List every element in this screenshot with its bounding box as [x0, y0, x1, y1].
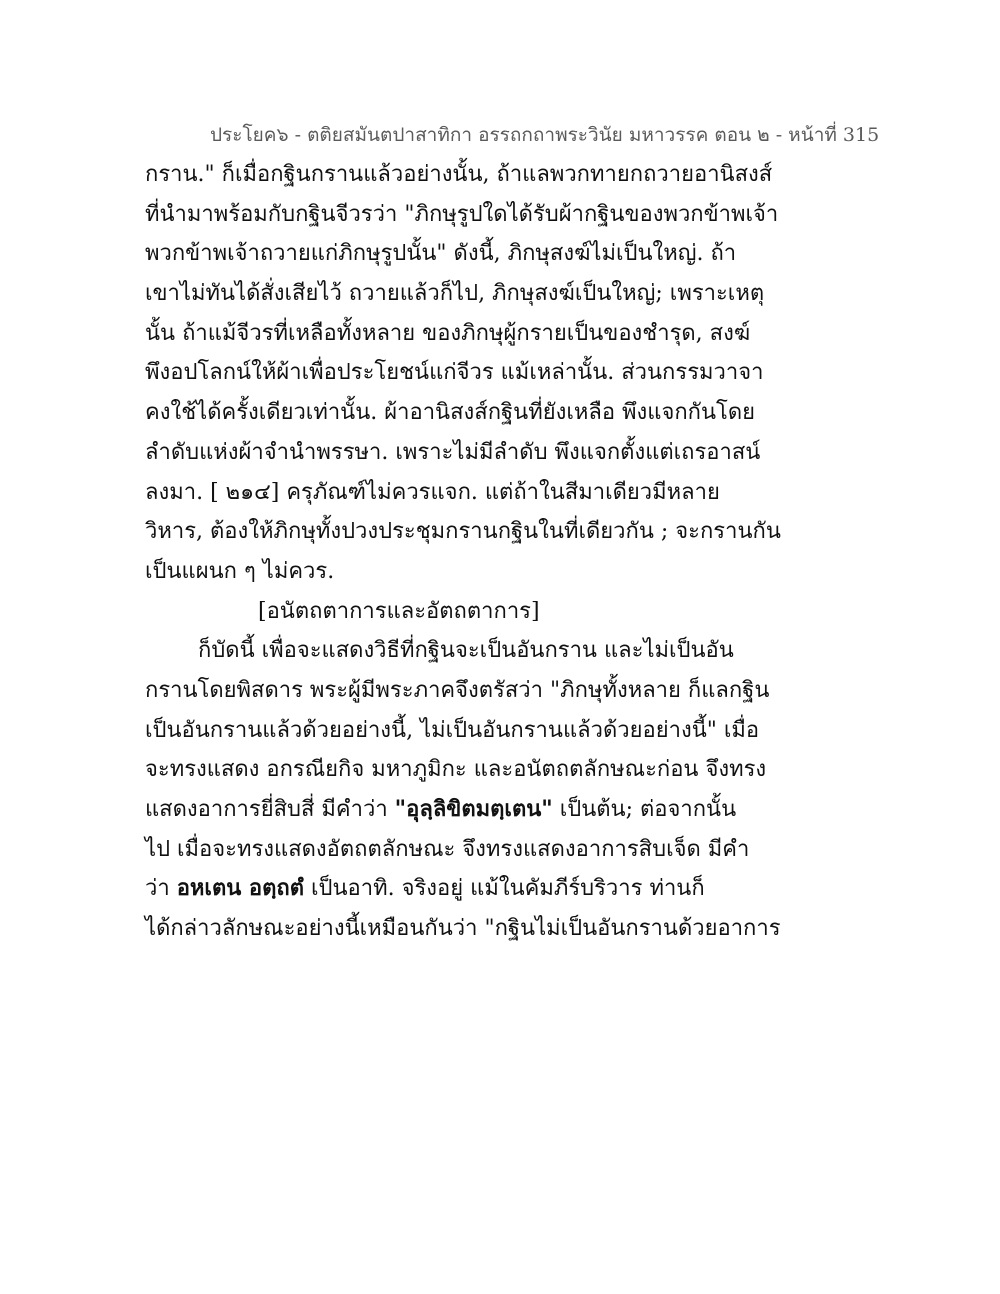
running-header: ประโยค๖ - ตติยสมันตปาสาทิกา อรรถกถาพระวินัย มหาวรรค ตอน ๒ - หน้าที่ 315 — [210, 124, 880, 146]
text-line-9: ลงมา. [ ๒๑๔] ครุภัณฑ์ไม่ควรแจก. แต่ถ้าในสีมาเดียวมีหลาย — [145, 479, 720, 505]
text-line-5: นั้น ถ้าแม้จีวรที่เหลือทั้งหลาย ของภิกษุผู้กรายเป็นของชำรุด, สงฆ์ — [145, 320, 751, 346]
text-segment: แสดงอาการยี่สิบสี่ มีคำว่า — [145, 797, 395, 822]
text-line-2: ที่นำมาพร้อมกับกฐินจีวรว่า "ภิกษุรูปใดได้รับผ้ากฐินของพวกข้าพเจ้า — [145, 201, 779, 227]
text-segment: เป็นต้น; ต่อจากนั้น — [552, 797, 737, 822]
text-line-16: จะทรงแสดง อกรณียกิจ มหาภูมิกะ และอนัตถตลักษณะก่อน จึงทรง — [145, 757, 767, 783]
text-line-4: เขาไม่ทันได้สั่งเสียไว้ ถวายแล้วก็ไป, ภิกษุสงฆ์เป็นใหญ่; เพราะเหตุ — [145, 281, 765, 307]
text-line-3: พวกข้าพเจ้าถวายแก่ภิกษุรูปนั้น" ดังนี้, ภิกษุสงฆ์ไม่เป็นใหญ่. ถ้า — [145, 241, 737, 267]
body-text — [145, 155, 845, 949]
text-segment: ว่า — [145, 876, 177, 902]
text-line-11: เป็นแผนก ๆ ไม่ควร. — [145, 558, 335, 584]
text-line-8: ลำดับแห่งผ้าจำนำพรรษา. เพราะไม่มีลำดับ พึงแจกตั้งแต่เถรอาสน์ — [145, 439, 761, 465]
text-line-14: กรานโดยพิสดาร พระผู้มีพระภาคจึงตรัสว่า "ภิกษุทั้งหลาย ก็แลกฐิน — [145, 677, 770, 703]
section-heading: [อนัตถตาการและอัตถตาการ] — [258, 598, 540, 624]
text-line-17 — [145, 790, 845, 830]
text-line-7: คงใช้ได้ครั้งเดียวเท่านั้น. ผ้าอานิสงส์กฐินที่ยังเหลือ พึงแจกกันโดย — [145, 400, 756, 426]
text-line-6: พึงอปโลกน์ให้ผ้าเพื่อประโยชน์แก่จีวร แม้เหล่านั้น. ส่วนกรรมวาจา — [145, 360, 764, 386]
text-line-15: เป็นอันกรานแล้วด้วยอย่างนี้, ไม่เป็นอันกรานแล้วด้วยอย่างนี้" เมื่อ — [145, 717, 760, 743]
text-line-13: ก็บัดนี้ เพื่อจะแสดงวิธีที่กฐินจะเป็นอันกราน และไม่เป็นอัน — [198, 638, 734, 664]
text-segment: เป็นอาทิ. จริงอยู่ แม้ในคัมภีร์บริวาร ท่านก็ — [304, 876, 705, 902]
text-line-19 — [145, 869, 845, 909]
bold-pali-term: อหเตน อตฺถตํ — [176, 875, 305, 902]
bold-pali-term: "อุลฺลิขิตมตฺเตน" — [394, 796, 553, 822]
text-line-18: ไป เมื่อจะทรงแสดงอัตถตลักษณะ จึงทรงแสดงอาการสิบเจ็ด มีคำ — [145, 836, 750, 862]
text-line-10: วิหาร, ต้องให้ภิกษุทั้งปวงประชุมกรานกฐินในที่เดียวกัน ; จะกรานกัน — [145, 519, 781, 545]
text-line-20: ได้กล่าวลักษณะอย่างนี้เหมือนกันว่า "กฐินไม่เป็นอันกรานด้วยอาการ — [145, 916, 781, 942]
text-line-1: กราน." ก็เมื่อกฐินกรานแล้วอย่างนั้น, ถ้าแลพวกทายกถวายอานิสงส์ — [145, 162, 773, 187]
